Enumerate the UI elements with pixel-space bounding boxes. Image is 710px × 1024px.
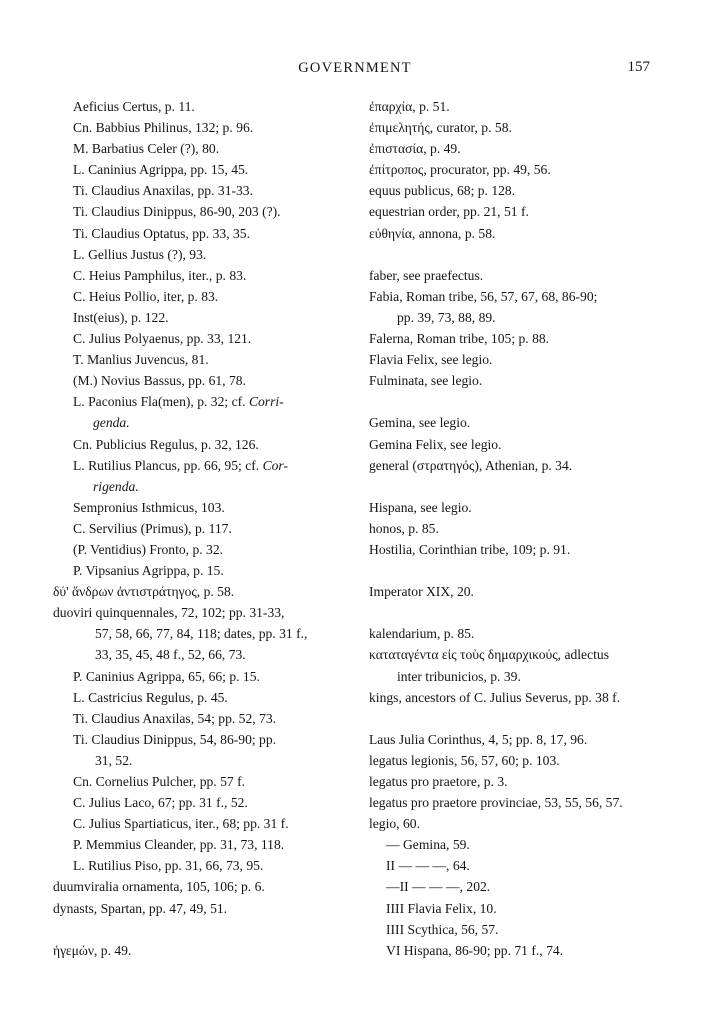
section-gap [369, 602, 669, 623]
index-entry-text: C. Heius Pamphilus, iter., p. 83. [73, 267, 247, 283]
index-entry-text: Sempronius Isthmicus, 103. [73, 499, 225, 515]
index-entry [369, 370, 669, 391]
index-entry [369, 138, 669, 159]
index-entry [53, 159, 353, 180]
index-entry-text: P. Caninius Agrippa, 65, 66; p. 15. [73, 668, 260, 684]
index-entry-text: 57, 58, 66, 77, 84, 118; dates, pp. 31 f., [95, 626, 308, 642]
index-entry-text: P. Memmius Cleander, pp. 31, 73, 118. [73, 837, 285, 853]
index-entry [53, 560, 353, 581]
index-entry [53, 539, 353, 560]
index-entry [53, 581, 353, 602]
index-entry [369, 265, 669, 286]
index-entry [53, 286, 353, 307]
index-entry-italic: genda. [93, 415, 130, 431]
index-entry [369, 666, 669, 687]
index-entry [369, 349, 669, 370]
index-entry [53, 244, 353, 265]
index-entry-text: C. Julius Polyaenus, pp. 33, 121. [73, 331, 252, 347]
index-entry [53, 117, 353, 138]
index-entry [369, 581, 669, 602]
index-entry-text: IIII Flavia Felix, 10. [386, 900, 497, 916]
index-entry-italic: Cor- [262, 457, 288, 473]
index-entry [53, 750, 353, 771]
index-entry [369, 518, 669, 539]
index-entry [53, 876, 353, 897]
index-entry [53, 391, 353, 412]
index-entry [53, 180, 353, 201]
index-entry-text: Ti. Claudius Anaxilas, 54; pp. 52, 73. [73, 710, 277, 726]
index-entry-text: M. Barbatius Celer (?), 80. [73, 141, 220, 157]
index-entry [369, 117, 669, 138]
index-entry-text: IIII Scythica, 56, 57. [386, 921, 499, 937]
index-entry [53, 96, 353, 117]
index-entry-text: Falerna, Roman tribe, 105; p. 88. [369, 331, 550, 347]
index-entry [53, 666, 353, 687]
index-entry-text: ἡγεμών, p. 49. [53, 942, 132, 958]
index-entry-text: legatus legionis, 56, 57, 60; p. 103. [369, 752, 560, 768]
index-entry [53, 265, 353, 286]
index-entry [53, 729, 353, 750]
index-entry [53, 455, 353, 476]
index-entry [53, 771, 353, 792]
index-entry [53, 708, 353, 729]
index-entry-text: duumviralia ornamenta, 105, 106; p. 6. [53, 879, 265, 895]
index-entry-text: ἐπίτροπος, procurator, pp. 49, 56. [369, 162, 551, 178]
index-column-right [369, 96, 669, 961]
section-gap [53, 919, 353, 940]
index-entry-text: VI Hispana, 86-90; pp. 71 f., 74. [386, 942, 564, 958]
index-entry-text: legatus pro praetore, p. 3. [369, 774, 508, 789]
index-entry [369, 539, 669, 560]
index-entry-text: Ti. Claudius Dinippus, 86-90, 203 (?). [73, 204, 281, 220]
index-entry [53, 349, 353, 370]
index-entry [369, 940, 669, 961]
index-entry [53, 434, 353, 455]
index-entry-text: T. Manlius Juvencus, 81. [73, 352, 209, 368]
index-entry-text: 33, 35, 45, 48 f., 52, 66, 73. [95, 647, 246, 663]
index-entry [53, 644, 353, 665]
index-entry [369, 898, 669, 919]
index-entry-text: ἐπιστασία, p. 49. [369, 141, 461, 157]
index-entry [369, 497, 669, 518]
index-entry-text: equus publicus, 68; p. 128. [369, 183, 516, 199]
index-entry-text: C. Servilius (Primus), p. 117. [73, 520, 232, 536]
index-entry [369, 687, 669, 708]
index-entry-text: duoviri quinquennales, 72, 102; pp. 31-33, [53, 605, 285, 621]
index-entry [53, 307, 353, 328]
page-number: 157 [627, 59, 650, 75]
section-gap [369, 476, 669, 497]
index-entry [53, 497, 353, 518]
index-entry-text: L. Caninius Agrippa, pp. 15, 45. [73, 162, 249, 178]
index-entry [53, 138, 353, 159]
index-entry-text: 31, 52. [95, 752, 133, 768]
index-entry [369, 328, 669, 349]
index-entry [369, 771, 669, 792]
index-entry-text: Ti. Claudius Optatus, pp. 33, 35. [73, 225, 250, 241]
index-entry [53, 328, 353, 349]
index-entry-text: faber, see praefectus. [369, 267, 484, 283]
index-entry-text: Hostilia, Corinthian tribe, 109; p. 91. [369, 541, 571, 557]
index-entry-text: Hispana, see legio. [369, 499, 472, 515]
index-entry-text: C. Heius Pollio, iter, p. 83. [73, 288, 219, 304]
index-entry [369, 876, 669, 897]
index-entry [53, 687, 353, 708]
index-entry-text: ἐπαρχία, p. 51. [369, 99, 450, 114]
index-entry-text: Cn. Babbius Philinus, 132; p. 96. [73, 120, 254, 136]
index-entry [53, 940, 353, 961]
index-entry [53, 412, 353, 433]
index-entry [369, 729, 669, 750]
section-gap [369, 244, 669, 265]
index-entry-text: legio, 60. [369, 816, 420, 832]
index-entry-text: εὐθηνία, annona, p. 58. [369, 225, 496, 241]
index-entry-text: (M.) Novius Bassus, pp. 61, 78. [73, 373, 246, 389]
index-entry [53, 792, 353, 813]
index-entry-text: honos, p. 85. [369, 520, 439, 536]
index-entry [369, 286, 669, 307]
index-entry-text: — Gemina, 59. [386, 837, 470, 853]
index-entry-italic: rigenda. [93, 478, 139, 494]
index-entry-text: inter tribunicios, p. 39. [397, 668, 521, 684]
index-entry-text: L. Rutilius Piso, pp. 31, 66, 73, 95. [73, 858, 264, 874]
index-entry-text: P. Vipsanius Agrippa, p. 15. [73, 563, 224, 579]
index-entry [369, 455, 669, 476]
index-entry [53, 370, 353, 391]
index-entry-italic: Corri- [248, 394, 284, 410]
index-entry [369, 644, 669, 665]
index-entry-text: Fulminata, see legio. [369, 373, 483, 389]
index-entry-text: C. Julius Spartiaticus, iter., 68; pp. 31 f. [73, 816, 289, 832]
index-entry-text: kings, ancestors of C. Julius Severus, pp. 38 f. [369, 689, 621, 705]
index-entry [53, 898, 353, 919]
index-entry [53, 476, 353, 497]
index-entry [369, 159, 669, 180]
index-entry [53, 623, 353, 644]
index-entry [369, 412, 669, 433]
index-entry-text: L. Gellius Justus (?), 93. [73, 246, 207, 262]
index-entry-text: general (στρατηγός), Athenian, p. 34. [369, 457, 573, 473]
index-entry-text: —II — — —, 202. [386, 879, 491, 895]
index-entry-text: L. Paconius Fla(men), p. 32; cf. [73, 394, 249, 410]
index-entry [369, 434, 669, 455]
index-entry-text: Imperator XIX, 20. [369, 584, 474, 600]
index-entry [369, 223, 669, 244]
index-entry-text: II — — —, 64. [386, 858, 470, 874]
index-entry [53, 201, 353, 222]
index-entry-text: equestrian order, pp. 21, 51 f. [369, 204, 529, 220]
index-entry [369, 750, 669, 771]
running-head [0, 60, 710, 80]
index-entry [53, 834, 353, 855]
index-entry [369, 180, 669, 201]
index-entry [369, 96, 669, 117]
index-entry [369, 834, 669, 855]
index-entry-text: Fabia, Roman tribe, 56, 57, 67, 68, 86-90; [369, 288, 598, 304]
index-entry [369, 855, 669, 876]
index-entry-text: Gemina Felix, see legio. [369, 436, 502, 452]
section-gap [369, 391, 669, 412]
page-title: GOVERNMENT [298, 60, 412, 76]
index-entry-text: Laus Julia Corinthus, 4, 5; pp. 8, 17, 96. [369, 731, 588, 747]
index-entry [369, 201, 669, 222]
section-gap [369, 708, 669, 729]
index-entry [369, 813, 669, 834]
index-entry-text: Aeficius Certus, p. 11. [73, 99, 195, 114]
index-entry-text: Inst(eius), p. 122. [73, 309, 169, 325]
index-entry [369, 792, 669, 813]
index-entry-text: Flavia Felix, see legio. [369, 352, 493, 368]
index-column-left [53, 96, 353, 961]
index-entry-text: ἐπιμελητής, curator, p. 58. [369, 120, 512, 136]
index-entry-text: legatus pro praetore provinciae, 53, 55, 56, 57. [369, 795, 623, 811]
index-entry-text: Ti. Claudius Anaxilas, pp. 31-33. [73, 183, 254, 199]
index-entry [369, 919, 669, 940]
index-entry [53, 813, 353, 834]
index-entry [53, 518, 353, 539]
index-entry-text: Cn. Cornelius Pulcher, pp. 57 f. [73, 774, 246, 789]
index-entry [53, 855, 353, 876]
index-entry-text: Gemina, see legio. [369, 415, 471, 431]
index-entry-text: δύ' ἄνδρων ἀντιστράτηγος, p. 58. [53, 584, 235, 600]
index-entry-text: καταταγέντα εἰς τοὺς δημαρχικούς, adlectus [369, 647, 609, 663]
index-entry-text: pp. 39, 73, 88, 89. [397, 309, 496, 325]
index-entry-text: kalendarium, p. 85. [369, 626, 475, 642]
index-entry [53, 223, 353, 244]
index-entry-text: L. Castricius Regulus, p. 45. [73, 689, 228, 705]
index-entry-text: C. Julius Laco, 67; pp. 31 f., 52. [73, 795, 248, 811]
index-entry-text: dynasts, Spartan, pp. 47, 49, 51. [53, 900, 228, 916]
index-entry-text: (P. Ventidius) Fronto, p. 32. [73, 541, 224, 557]
index-entry-text: Cn. Publicius Regulus, p. 32, 126. [73, 436, 259, 452]
index-entry [369, 623, 669, 644]
index-entry [53, 602, 353, 623]
section-gap [369, 560, 669, 581]
index-entry-text: L. Rutilius Plancus, pp. 66, 95; cf. [73, 457, 263, 473]
index-entry [369, 307, 669, 328]
index-entry-text: Ti. Claudius Dinippus, 54, 86-90; pp. [73, 731, 277, 747]
